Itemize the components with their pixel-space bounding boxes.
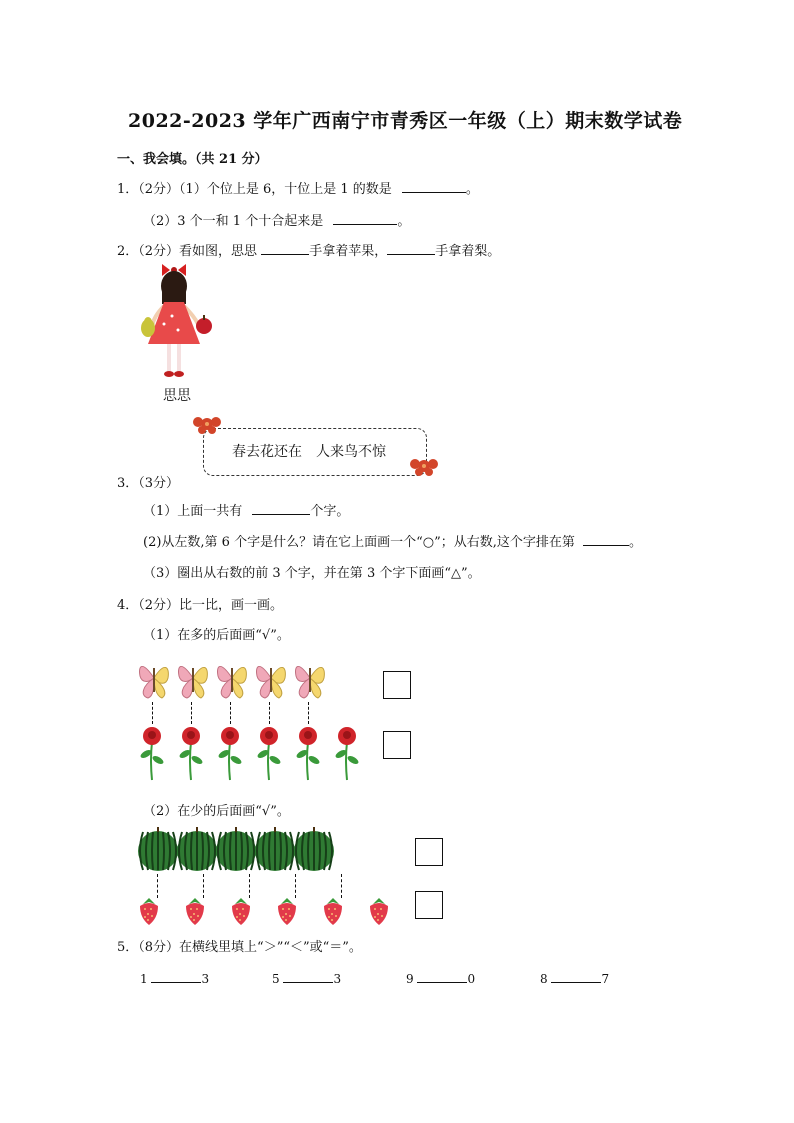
butterfly-icon	[214, 656, 250, 700]
question-3-part-3: （3）圈出从右数的前 3 个字，并在第 3 个字下面画“△”。	[143, 566, 481, 581]
compare-item-3	[406, 970, 475, 986]
flower-decoration-icon	[406, 454, 442, 480]
girl-illustration	[134, 264, 220, 388]
connector-dash-line	[230, 702, 231, 724]
compare-item-2	[272, 970, 341, 986]
watermelon-icon	[214, 826, 258, 872]
question-3-part-2	[143, 531, 642, 550]
girl-name-label: 思思	[163, 388, 191, 404]
rose-icon	[214, 724, 246, 782]
compare-left: 8	[540, 972, 548, 986]
question-4-part-2: （2）在少的后面画“√”。	[143, 804, 290, 819]
answer-blank[interactable]	[283, 970, 333, 983]
answer-blank[interactable]	[402, 178, 466, 193]
rose-icon	[136, 724, 168, 782]
connector-dash-line	[191, 702, 192, 724]
answer-blank[interactable]	[151, 970, 201, 983]
connector-dash-line	[203, 874, 204, 898]
connector-dash-line	[152, 702, 153, 724]
rose-icon	[292, 724, 324, 782]
answer-blank[interactable]	[417, 970, 467, 983]
question-text: 个字。	[310, 504, 350, 519]
strawberry-icon	[274, 896, 300, 926]
question-text: 2．（2分）看如图，思思	[117, 244, 258, 259]
question-text: 。	[397, 214, 411, 229]
compare-right: 7	[601, 972, 610, 986]
answer-checkbox[interactable]	[415, 891, 443, 919]
butterfly-row	[136, 656, 376, 700]
rose-icon	[331, 724, 363, 782]
watermelon-icon	[292, 826, 336, 872]
question-3-head: 3．（3分）	[117, 476, 180, 491]
answer-blank[interactable]	[333, 210, 397, 225]
compare-right: 3	[333, 972, 342, 986]
compare-left: 9	[406, 972, 414, 986]
connector-dash-line	[295, 874, 296, 898]
connector-dash-line	[157, 874, 158, 898]
question-text: (2)从左数,第 6 个字是什么？请在它上面画一个“○”；从右数,这个字排在第	[143, 535, 575, 550]
answer-checkbox[interactable]	[415, 838, 443, 866]
question-4-part-1: （1）在多的后面画“√”。	[143, 628, 290, 643]
question-text: 1．（2分）（1）个位上是 6，十位上是 1 的数是	[117, 182, 392, 197]
answer-blank[interactable]	[261, 240, 309, 255]
compare-left: 5	[272, 972, 280, 986]
question-1-part-1	[117, 178, 479, 197]
rose-icon	[175, 724, 207, 782]
question-text: 。	[465, 182, 479, 197]
butterfly-icon	[136, 656, 172, 700]
strawberry-icon	[136, 896, 162, 926]
answer-checkbox[interactable]	[383, 671, 411, 699]
watermelon-row	[136, 826, 376, 874]
question-4-head: 4．（2分）比一比，画一画。	[117, 598, 284, 613]
flower-decoration-icon	[189, 412, 225, 438]
connector-dash-line	[269, 702, 270, 724]
question-text: 。	[629, 535, 643, 550]
strawberry-icon	[228, 896, 254, 926]
rose-row	[136, 724, 376, 782]
butterfly-icon	[292, 656, 328, 700]
question-2	[117, 240, 500, 259]
question-3-part-1	[143, 500, 349, 519]
question-text: 手拿着苹果，	[309, 244, 388, 259]
question-text: （1）上面一共有	[143, 504, 243, 519]
compare-left: 1	[140, 972, 148, 986]
answer-blank[interactable]	[583, 531, 629, 546]
compare-item-4	[540, 970, 609, 986]
connector-dash-line	[341, 874, 342, 898]
connector-dash-line	[308, 702, 309, 724]
connector-lines	[136, 700, 376, 726]
question-5-head: 5．（8分）在横线里填上“＞”“＜”或“＝”。	[117, 940, 362, 955]
strawberry-icon	[182, 896, 208, 926]
answer-blank[interactable]	[387, 240, 435, 255]
answer-blank[interactable]	[252, 500, 310, 515]
poem-text: 春去花还在 人来鸟不惊	[232, 444, 386, 460]
strawberry-icon	[366, 896, 392, 926]
question-1-part-2	[143, 210, 410, 229]
strawberry-icon	[320, 896, 346, 926]
answer-blank[interactable]	[551, 970, 601, 983]
compare-item-1	[140, 970, 209, 986]
watermelon-icon	[253, 826, 297, 872]
connector-dash-line	[249, 874, 250, 898]
section-heading: 一、我会填。（共 21 分）	[117, 152, 268, 167]
page-title: 2022-2023 学年广西南宁市青秀区一年级（上）期末数学试卷	[128, 110, 683, 132]
question-text: 手拿着梨。	[435, 244, 501, 259]
question-text: （2）3 个一和 1 个十合起来是	[143, 214, 324, 229]
compare-right: 0	[467, 972, 476, 986]
watermelon-icon	[136, 826, 180, 872]
watermelon-icon	[175, 826, 219, 872]
butterfly-icon	[253, 656, 289, 700]
answer-checkbox[interactable]	[383, 731, 411, 759]
compare-right: 3	[201, 972, 210, 986]
strawberry-row	[136, 896, 406, 928]
butterfly-icon	[175, 656, 211, 700]
rose-icon	[253, 724, 285, 782]
